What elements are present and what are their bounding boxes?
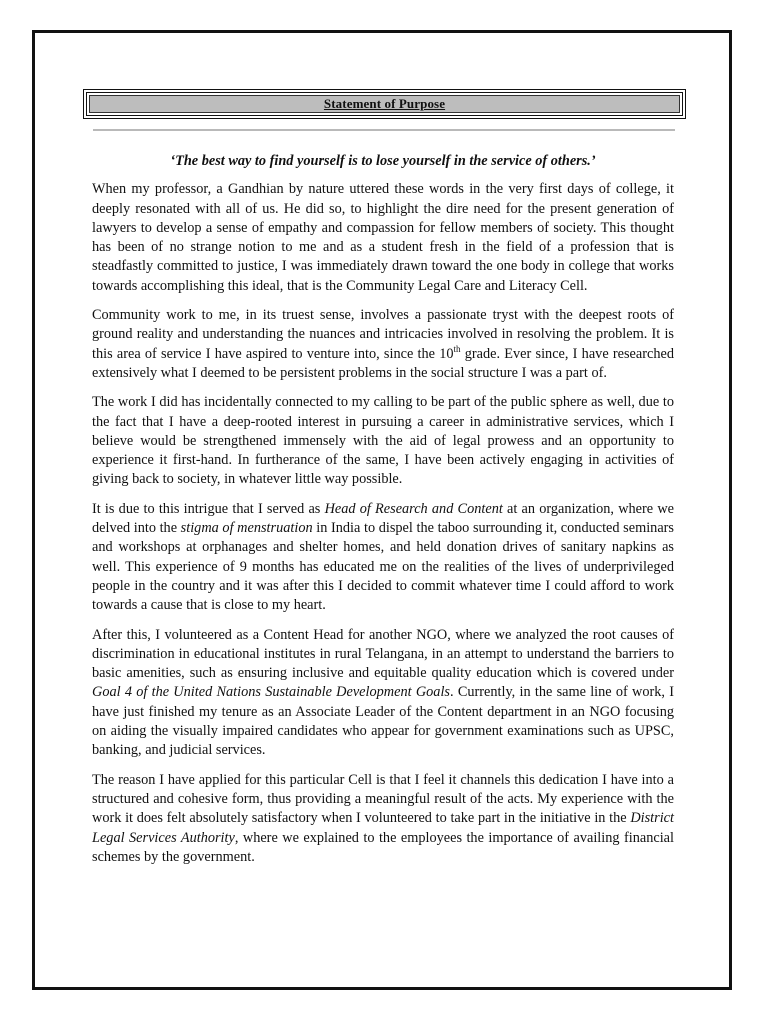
paragraph-text: in India to dispel the taboo surrounding it, conducted seminars and workshops at orphanages and shelter homes, and held donation drives of sanitary napkins as well. This experience of 9 months has educated me on the realities of the lives of underprivileged people in the country and it was after this I decided to commit whatever time I could afford to work towards a cause that is close to my heart. (92, 520, 674, 614)
body-paragraph (92, 626, 674, 761)
epigraph-quote: ‘The best way to find yourself is to lose yourself in the service of others.’ (170, 153, 596, 169)
paragraph-text: , where we explained to the employees the importance of availing financial schemes by the government. (92, 829, 674, 865)
italic-text: District Legal Services Authority (92, 810, 674, 846)
paragraph-text: Community work to me, in its truest sense, involves a passionate tryst with the deepest roots of ground reality and understanding the nuances and intricacies involved in resolving the problem. It is this area of service I have aspired to venture into, since the 10 (92, 307, 674, 362)
paragraph-list (92, 180, 674, 867)
paragraph-text: After this, I volunteered as a Content Head for another NGO, where we analyzed the root causes of discrimination in educational institutes in rural Telangana, in an attempt to understand the barriers to basic amenities, such as ensuring inclusive and equitable quality education which is covered under (92, 626, 674, 682)
paragraph-text: The reason I have applied for this particular Cell is that I feel it channels this dedication I have into a structured and cohesive form, thus providing a meaningful result of the acts. My experience with the work it does felt absolutely satisfactory when I volunteered to take part in the initiative in the (92, 771, 674, 827)
italic-text: Head of Research and Content (324, 500, 503, 517)
document-body (92, 152, 674, 867)
body-paragraph (92, 180, 674, 296)
paragraph-text: grade. Ever since, I have researched extensively what I deemed to be persistent problems in the social structure I was a part of. (92, 345, 674, 381)
document-title: Statement of Purpose (323, 96, 446, 111)
paragraph-text: When my professor, a Gandhian by nature uttered these words in the very first days of college, it deeply resonated with all of us. He did so, to highlight the dire need for the present generation of lawyers to develop a sense of empathy and compassion for fellow members of society. This thought has been of no strange notion to me and as a student fresh in the field of a profession that is steadfastly committed to justice, I was immediately drawn toward the one body in college that works towards accomplishing this ideal, that is the Community Legal Care and Literacy Cell. (92, 181, 674, 294)
body-paragraph (92, 306, 674, 383)
italic-text: Goal 4 of the United Nations Sustainable Development Goals (92, 684, 450, 701)
body-paragraph (92, 500, 674, 616)
paragraph-text: . Currently, in the same line of work, I have just finished my tenure as an Associate Leader of the Content department in an NGO focusing on aiding the visually impaired candidates who appear for government examinations such as UPSC, banking, and judicial services. (92, 684, 675, 759)
horizontal-rule (93, 129, 675, 131)
title-box (83, 89, 686, 119)
paragraph-text: at an organization, where we delved into the (92, 500, 674, 537)
body-paragraph (92, 393, 674, 489)
title-banner (89, 95, 680, 113)
italic-text: stigma of menstruation (180, 520, 313, 537)
paragraph-text: It is due to this intrigue that I served as (92, 500, 325, 517)
body-paragraph (92, 771, 674, 867)
paragraph-text: The work I did has incidentally connected to my calling to be part of the public sphere as well, due to the fact that I have a deep-rooted interest in pursuing a career in administrative services, which I believe would be strengthened immensely with the aid of legal prowess and an opportunity to experience it first-hand. In furtherance of the same, I have been actively engaging in activities of giving back to society, in whatever little way possible. (92, 394, 674, 488)
superscript-text: th (453, 343, 461, 354)
